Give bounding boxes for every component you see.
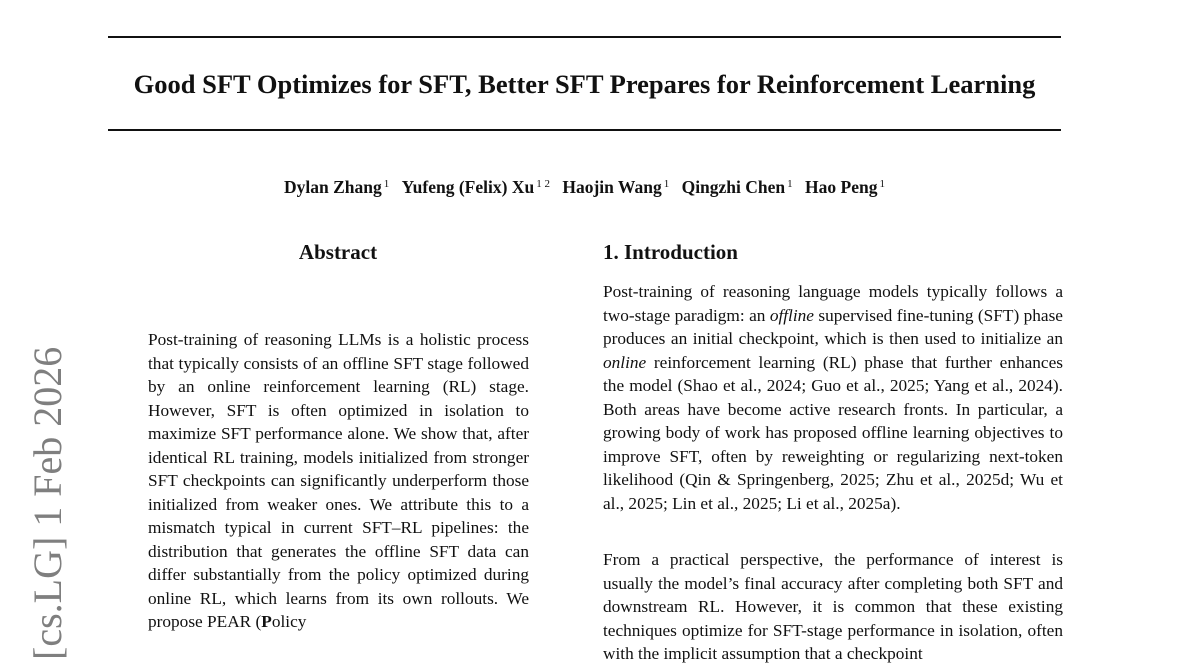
intro-text: reinforcement learning (RL) phase that further enhances the model (Shao et al., 2024; Guo et al., 2025; Yang et al., 2024). Both areas have become active research fronts. In particular, a growing body of work has proposed offline learning objectives to improve SFT, often by reweighting or regularizing next-token likelihood (Qin & Springenberg, 2025; Zhu et al., 2025d; Wu et al., 2025; Lin et al., 2025; Li et al., 2025a). bbox=[603, 352, 1063, 513]
author bbox=[805, 177, 885, 197]
title-top-rule bbox=[108, 36, 1061, 38]
author-affiliation: 1 2 bbox=[536, 178, 550, 190]
abstract-body bbox=[148, 328, 529, 634]
author bbox=[284, 177, 389, 197]
author-name: Dylan Zhang bbox=[284, 177, 382, 197]
intro-emphasis-offline: offline bbox=[769, 305, 814, 325]
author-name: Hao Peng bbox=[805, 177, 878, 197]
author-name: Qingzhi Chen bbox=[681, 177, 786, 197]
author-affiliation: 1 bbox=[787, 178, 793, 190]
paper-title: Good SFT Optimizes for SFT, Better SFT Prepares for Reinforcement Learning bbox=[133, 69, 1036, 99]
abstract-text: Post-training of reasoning LLMs is a holistic process that typically consists of an offline SFT stage followed by an online reinforcement learning (RL) stage. However, SFT is often optimized in isolation to maximize SFT performance alone. We show that, after identical RL training, models initialized from stronger SFT checkpoints can significantly underperform those initialized from weaker ones. We attribute this to a mismatch typical in current SFT–RL pipelines: the distribution that generates the offline SFT data can differ substantially from the policy optimized during online RL, which learns from its own rollouts. We propose PEAR ( bbox=[148, 330, 529, 631]
author bbox=[402, 177, 550, 197]
intro-text: supervised fine-tuning (SFT) phase produces an initial checkpoint, which is then used to initialize an bbox=[603, 305, 1063, 348]
title-bottom-rule bbox=[108, 129, 1061, 131]
intro-text: Post-training of reasoning language models typically follows a two-stage paradigm: an bbox=[603, 282, 1063, 325]
author-affiliation: 1 bbox=[383, 178, 390, 190]
author-affiliation: 1 bbox=[663, 178, 670, 190]
introduction-paragraph-1 bbox=[603, 280, 1063, 515]
author bbox=[682, 177, 793, 197]
abstract-heading: Abstract bbox=[298, 240, 378, 264]
author-name: Haojin Wang bbox=[562, 177, 662, 197]
author-list bbox=[108, 172, 1061, 199]
abstract-bold-letter: P bbox=[261, 612, 272, 631]
author-affiliation: 1 bbox=[879, 178, 885, 190]
author-name: Yufeng (Felix) Xu bbox=[401, 177, 535, 197]
introduction-heading: 1. Introduction bbox=[603, 240, 738, 264]
author bbox=[562, 177, 669, 197]
intro-emphasis-online: online bbox=[603, 352, 647, 372]
arxiv-watermark: [cs.LG] 1 Feb 2026 bbox=[25, 346, 70, 660]
abstract-text-tail: olicy bbox=[271, 612, 307, 631]
intro-paragraph-text: From a practical perspective, the performance of interest is usually the model’s final accuracy after completing both SFT and downstream RL. However, it is common that these existing techniques optimize for SFT-stage performance in isolation, often with the implicit assumption that a checkpoint bbox=[603, 550, 1063, 663]
